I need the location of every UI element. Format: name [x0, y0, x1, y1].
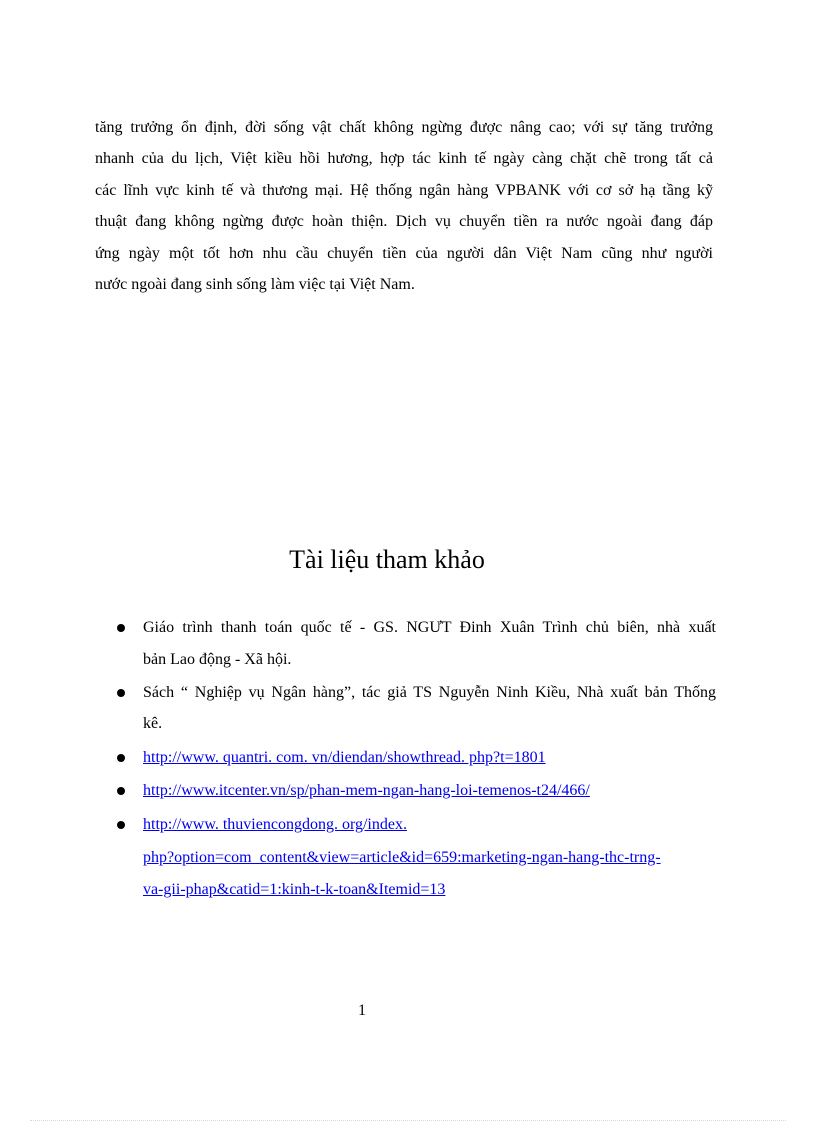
references-heading: Tài liệu tham khảo: [289, 545, 485, 574]
reference-link-itcenter[interactable]: http://www.itcenter.vn/sp/phan-mem-ngan-hang-loi-temenos-t24/466/: [143, 782, 590, 799]
bullet-icon: [117, 624, 125, 632]
paragraph-line: các lĩnh vực kinh tế và thương mại. Hệ thống ngân hàng VPBANK với cơ sở hạ tầng kỹ: [95, 182, 713, 199]
reference-link-quantri[interactable]: http://www. quantri. com. vn/diendan/showthread. php?t=1801: [143, 749, 546, 766]
paragraph-line: thuật đang không ngừng được hoàn thiện. Dịch vụ chuyển tiền ra nước ngoài đang đáp: [95, 213, 713, 230]
bullet-icon: [117, 689, 125, 697]
page-border: [30, 1120, 786, 1121]
bullet-icon: [117, 821, 125, 829]
bullet-icon: [117, 754, 125, 762]
bullet-icon: [117, 787, 125, 795]
reference-link-thuviencongdong-cont[interactable]: php?option=com_content&view=article&id=659:marketing-ngan-hang-thc-trng-: [143, 849, 661, 866]
page-number: 1: [358, 1002, 366, 1019]
reference-text: kê.: [143, 715, 163, 732]
paragraph-line: tăng trưởng ổn định, đời sống vật chất không ngừng được nâng cao; với sự tăng trưởng: [95, 119, 713, 136]
reference-link-thuviencongdong[interactable]: http://www. thuviencongdong. org/index.: [143, 816, 407, 833]
paragraph-line: ứng ngày một tốt hơn nhu cầu chuyển tiền của người dân Việt Nam cũng như người: [95, 245, 713, 262]
paragraph-line: nước ngoài đang sinh sống làm việc tại Việt Nam.: [95, 276, 415, 293]
reference-link-thuviencongdong-cont[interactable]: va-gii-phap&catid=1:kinh-t-k-toan&Itemid=13: [143, 881, 446, 898]
reference-text: bản Lao động - Xã hội.: [143, 651, 292, 668]
reference-text: Sách “ Nghiệp vụ Ngân hàng”, tác giả TS Nguyễn Ninh Kiều, Nhà xuất bản Thống: [143, 684, 716, 701]
reference-text: Giáo trình thanh toán quốc tế - GS. NGƯT Đinh Xuân Trình chủ biên, nhà xuất: [143, 619, 716, 636]
paragraph-line: nhanh của du lịch, Việt kiều hồi hương, hợp tác kinh tế ngày càng chặt chẽ trong tất cả: [95, 150, 713, 167]
